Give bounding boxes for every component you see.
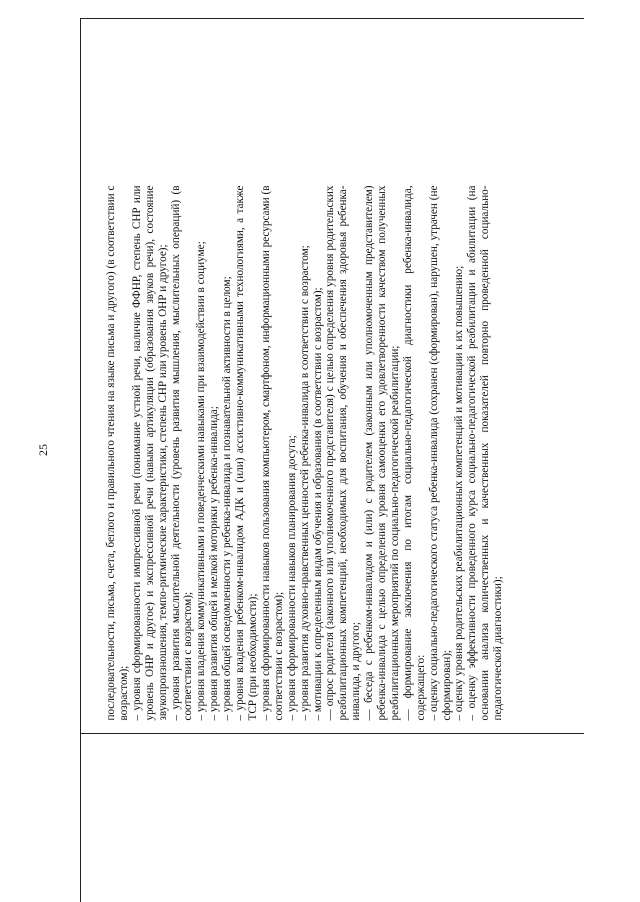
bullet-paragraph: — формирование заключения по итогам социально-педагогической диагностики ребенка-инвалида, содержащего:	[401, 185, 427, 721]
paragraph: – уровня владения ребенком-инвалидом АДК и (или) ассистивно-коммуникативными технологиями, а также ТСР (при необходимости);	[234, 185, 259, 721]
paragraph: – уровня общей осведомленности у ребенка-инвалида и познавательной активности в целом;	[221, 276, 234, 721]
paragraph: – оценку уровня родительских реабилитационных компетенций и мотивации к их повышению;	[453, 265, 466, 721]
paragraph: – уровня развития духовно-нравственных ценностей ребенка-инвалида в соответствии с возрастом;	[298, 245, 311, 721]
paragraph: – мотивации к определенным видам обучения и образования (в соответствии с возрастом);	[311, 287, 324, 721]
paragraph: – уровня владения коммуникативными и поведенческими навыками при взаимодействии в социуме;	[195, 241, 208, 721]
bullet-paragraph: — опрос родителя (законного или уполномоченного представителя) с целью определения уровня родительских реабилитационных компетенций, необходимых для воспитания, обучения и обеспечения здоровья ребенка-инвалида, и другого;	[324, 185, 363, 721]
table-cell-content	[103, 180, 569, 725]
page-number: 25	[36, 444, 50, 456]
paragraph: – уровня сформированности навыков пользования компьютером, смартфоном, информационными ресурсами (в соответствии с возрастом);	[259, 185, 285, 721]
paragraph: – уровня развития мыслительной деятельности (уровень развития мышления, мыслительных операций) (в соответствии с возрастом);	[169, 185, 195, 721]
paragraph: – уровня сформированности навыков планирования досуга;	[285, 435, 298, 721]
paragraph: – уровня сформированности импрессивной речи (понимание устной речи, наличие ФФНР, степень СНР или уровень ОНР и другое) и экспрессивной речи (навыки артикуляции (образования звуков речи), состояние звукопроизношения, темпо-ритмические характеристики, степень СНР или уровень ОНР и другое);	[130, 185, 169, 721]
paragraph: – оценку социально-педагогического статуса ребенка-инвалида (сохранен (сформирован), нарушен, утрачен (не сформирован);	[427, 185, 453, 721]
paragraph: последовательности, письма, счета, беглого и правильного чтения на языке письма и другого) (в соответствии с возрастом);	[105, 185, 130, 721]
table-column-divider	[80, 733, 584, 734]
paragraph: – оценку эффективности проведенного курса социально-педагогической реабилитации и абилитации (на основании анализа количественных и качественных показателей повторно проведенной социально-педагогической диагностики);	[466, 185, 505, 721]
bullet-paragraph: — беседа с ребенком-инвалидом и (или) с родителем (законным или уполномоченным представителем) ребенка-инвалида с целью определения уровня самооценки его удовлетворенности качеством полученных реабилитационных мероприятий по социально-педагогической реабилитации;	[363, 185, 401, 721]
paragraph: – уровня развития общей и мелкой моторики у ребенка-инвалида;	[208, 406, 221, 721]
